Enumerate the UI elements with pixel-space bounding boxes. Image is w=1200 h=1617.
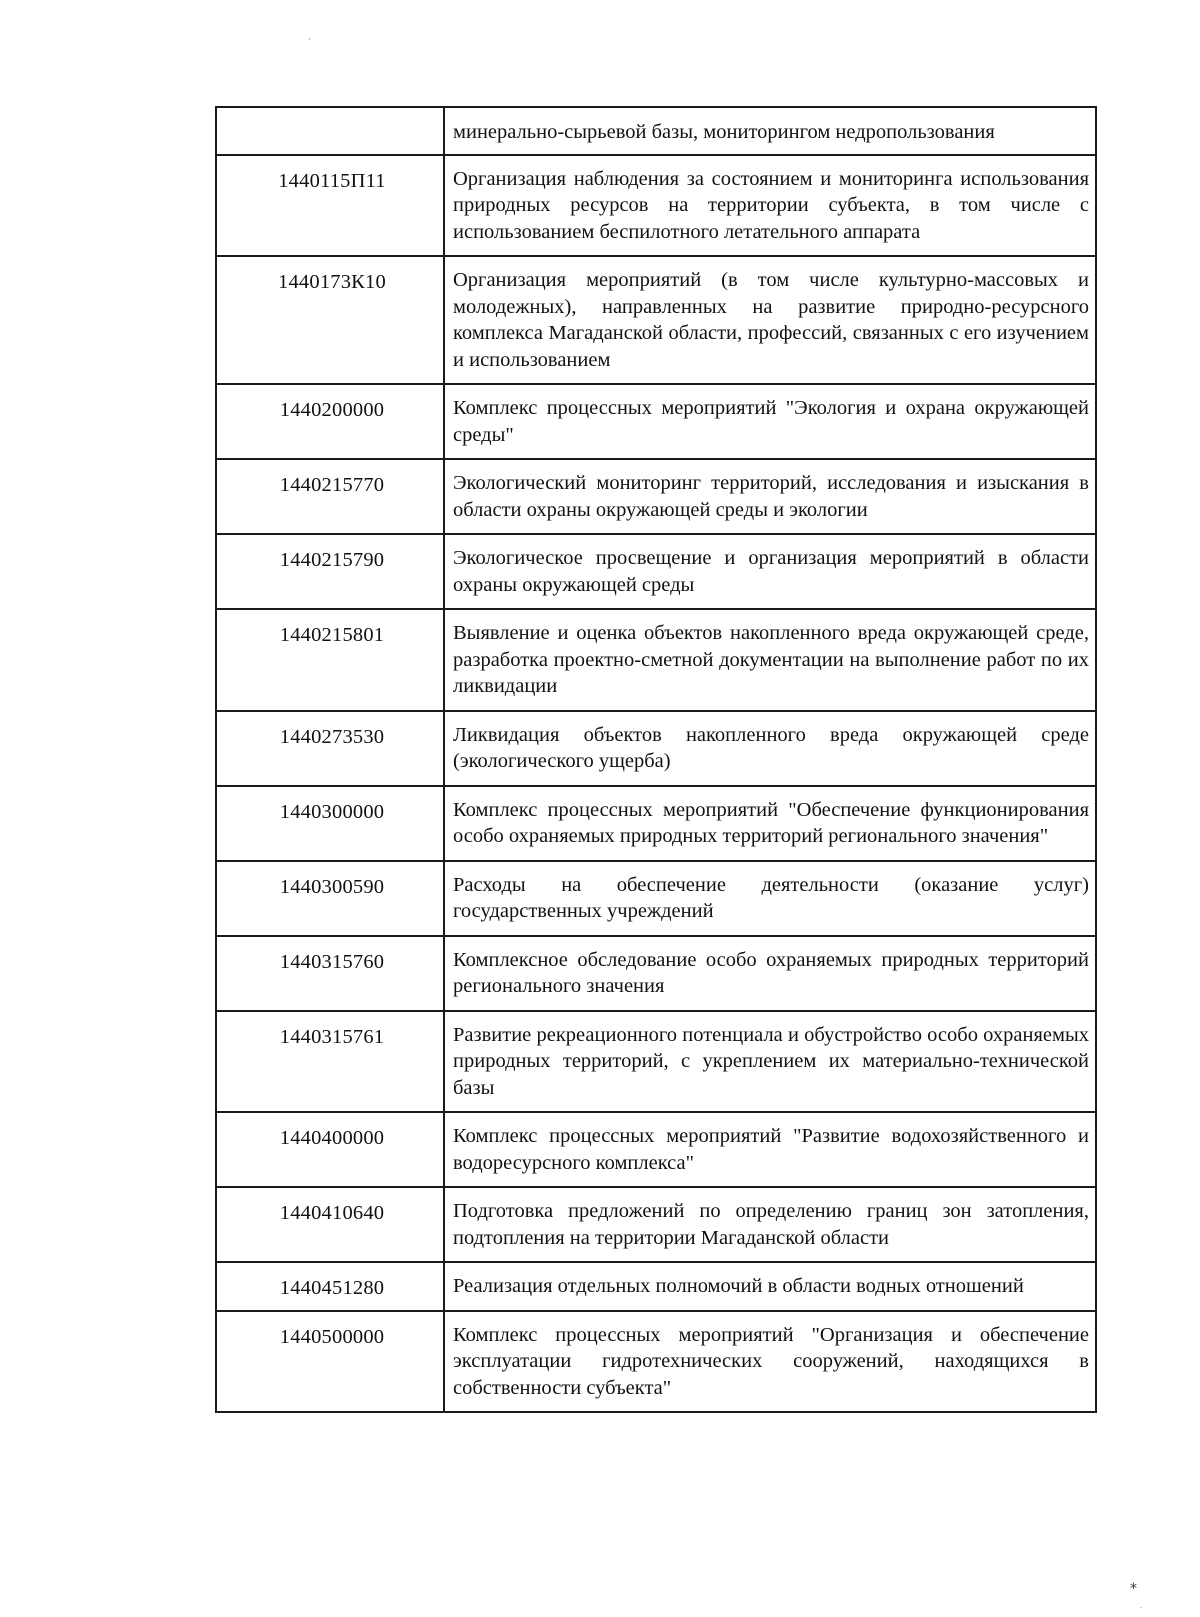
description-cell: Комплексное обследование особо охраняемых природных территорий регионального значения	[444, 936, 1096, 1011]
code-cell	[216, 107, 444, 155]
table-row	[216, 1262, 1096, 1311]
description-cell: Реализация отдельных полномочий в области водных отношений	[444, 1262, 1096, 1311]
scan-speck: *	[1130, 1581, 1137, 1597]
table-row	[216, 861, 1096, 936]
code-cell: 1440410640	[216, 1187, 444, 1262]
code-cell: 1440315760	[216, 936, 444, 1011]
table-row	[216, 256, 1096, 384]
code-cell: 1440215801	[216, 609, 444, 711]
code-cell: 1440215770	[216, 459, 444, 534]
table-row	[216, 459, 1096, 534]
description-cell: Комплекс процессных мероприятий "Организация и обеспечение эксплуатации гидротехнических сооружений, находящихся в собственности субъекта"	[444, 1311, 1096, 1413]
table-row	[216, 107, 1096, 155]
code-cell: 1440115П11	[216, 155, 444, 257]
code-cell: 1440500000	[216, 1311, 444, 1413]
description-cell: Расходы на обеспечение деятельности (оказание услуг) государственных учреждений	[444, 861, 1096, 936]
code-cell: 1440215790	[216, 534, 444, 609]
table-row	[216, 609, 1096, 711]
table-row	[216, 1112, 1096, 1187]
code-cell: 1440315761	[216, 1011, 444, 1113]
code-cell: 1440173К10	[216, 256, 444, 384]
description-cell: Комплекс процессных мероприятий "Развитие водохозяйственного и водоресурсного комплекса"	[444, 1112, 1096, 1187]
table-row	[216, 155, 1096, 257]
table-row	[216, 534, 1096, 609]
table-row	[216, 1311, 1096, 1413]
table-row	[216, 1187, 1096, 1262]
table-row	[216, 384, 1096, 459]
table-row	[216, 711, 1096, 786]
scan-speck: ·	[308, 35, 311, 44]
scan-speck: ·	[1140, 1605, 1142, 1612]
code-cell: 1440300000	[216, 786, 444, 861]
table-row	[216, 1011, 1096, 1113]
description-cell: Ликвидация объектов накопленного вреда окружающей среде (экологического ущерба)	[444, 711, 1096, 786]
description-cell: Развитие рекреационного потенциала и обустройство особо охраняемых природных территорий, с укреплением их материально-технической базы	[444, 1011, 1096, 1113]
description-cell: Экологический мониторинг территорий, исследования и изыскания в области охраны окружающей среды и экологии	[444, 459, 1096, 534]
description-cell: Организация наблюдения за состоянием и мониторинга использования природных ресурсов на территории субъекта, в том числе с использованием беспилотного летательного аппарата	[444, 155, 1096, 257]
description-cell: минерально-сырьевой базы, мониторингом недропользования	[444, 107, 1096, 155]
description-cell: Комплекс процессных мероприятий "Экология и охрана окружающей среды"	[444, 384, 1096, 459]
table-row	[216, 936, 1096, 1011]
description-cell: Комплекс процессных мероприятий "Обеспечение функционирования особо охраняемых природных территорий регионального значения"	[444, 786, 1096, 861]
code-cell: 1440273530	[216, 711, 444, 786]
code-cell: 1440400000	[216, 1112, 444, 1187]
code-cell: 1440451280	[216, 1262, 444, 1311]
description-cell: Экологическое просвещение и организация мероприятий в области охраны окружающей среды	[444, 534, 1096, 609]
table-row	[216, 786, 1096, 861]
description-cell: Подготовка предложений по определению границ зон затопления, подтопления на территории Магаданской области	[444, 1187, 1096, 1262]
budget-code-table	[215, 106, 1097, 1413]
description-cell: Выявление и оценка объектов накопленного вреда окружающей среде, разработка проектно-сметной документации на выполнение работ по их ликвидации	[444, 609, 1096, 711]
description-cell: Организация мероприятий (в том числе культурно-массовых и молодежных), направленных на развитие природно-ресурсного комплекса Магаданской области, профессий, связанных с его изучением и использованием	[444, 256, 1096, 384]
code-cell: 1440300590	[216, 861, 444, 936]
code-cell: 1440200000	[216, 384, 444, 459]
